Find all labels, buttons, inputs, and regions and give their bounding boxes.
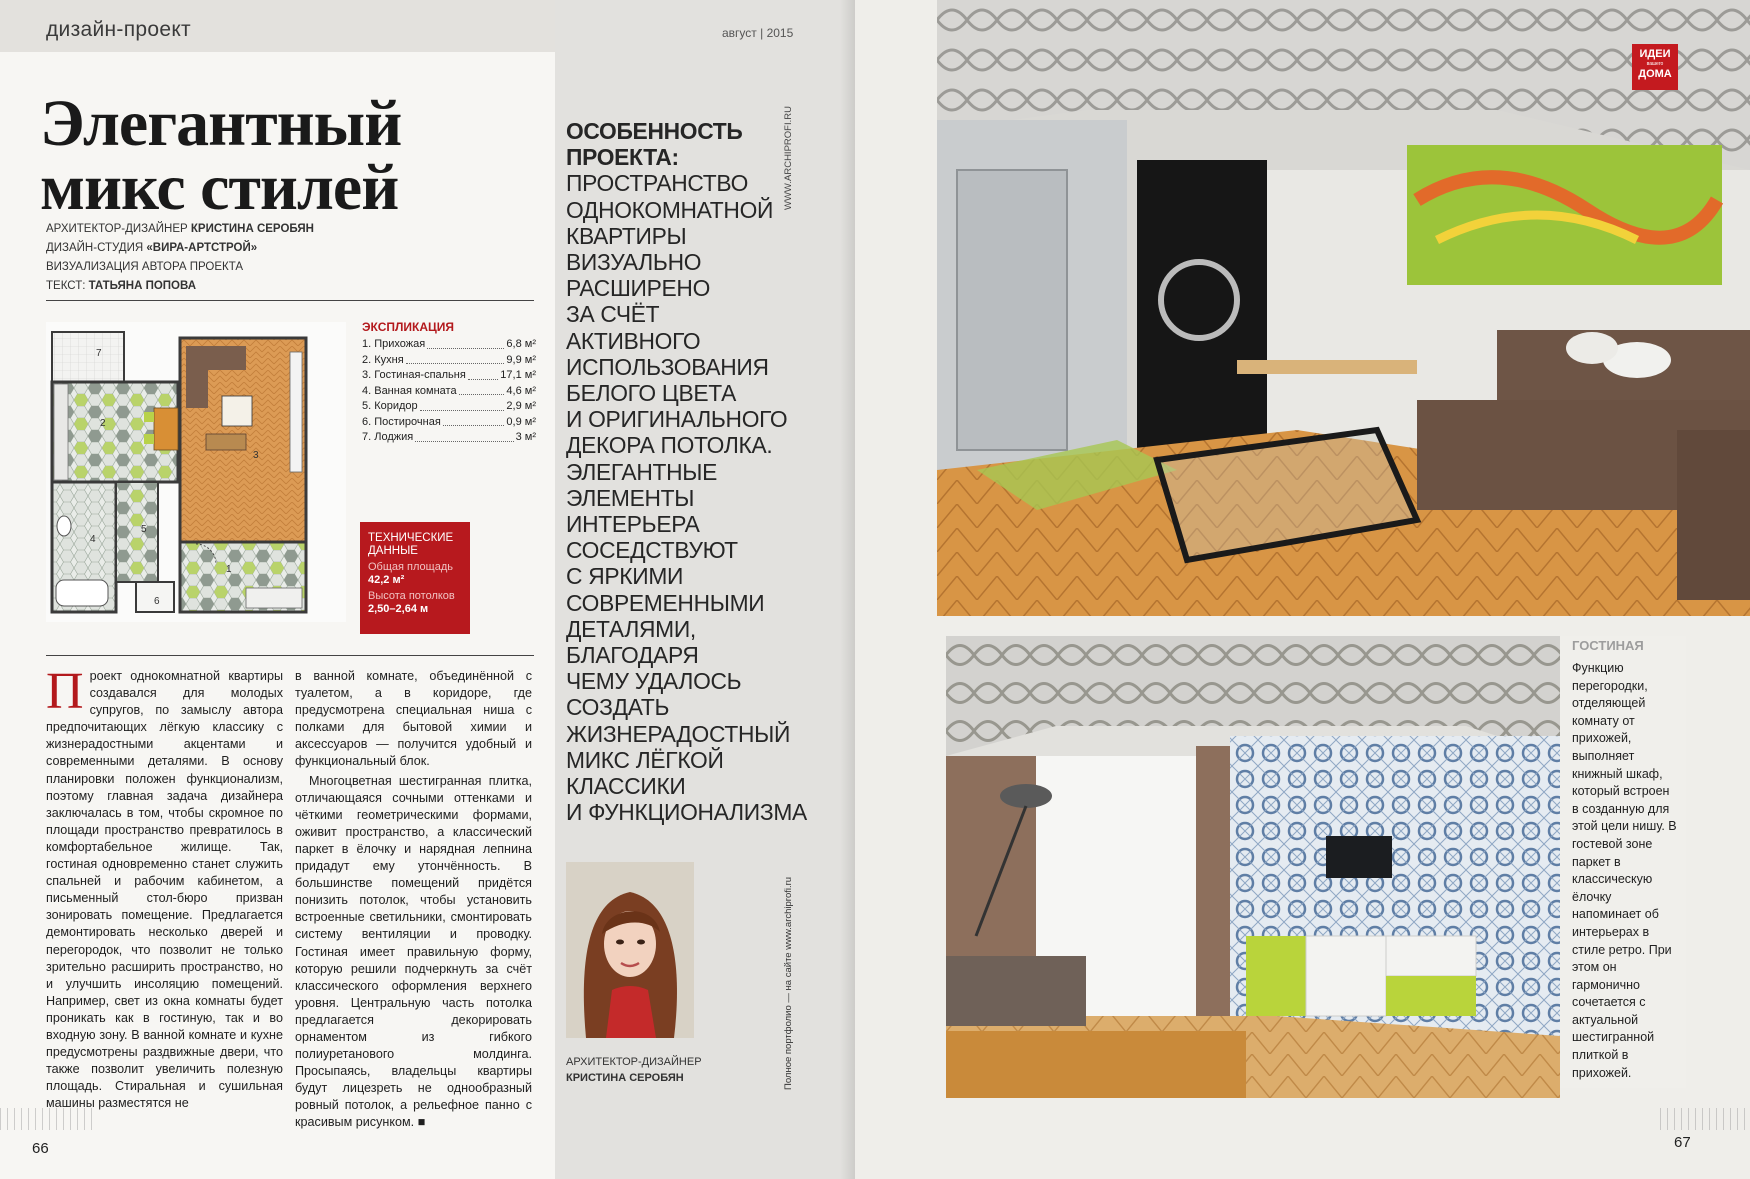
caption-text: Функцию перегородки, отделяющей комнату от прихожей, выполняет книжный шкаф, который встроен в созданную для этой цели нишу. В гостевой зоне паркет в классическую ёлочку напоминает об интерьерах в стиле ретро. При этом он гармонично сочетается с актуальной шестигранной плиткой в прихожей. [1572, 661, 1677, 1080]
feature-line: ЭЛЕМЕНТЫ [566, 484, 695, 511]
page-number-left: 66 [32, 1140, 49, 1157]
plan-label-4: 4 [90, 534, 96, 545]
feature-line: С ЯРКИМИ [566, 563, 684, 590]
feature-line: СОЗДАТЬ [566, 694, 670, 721]
body-column-1 [46, 663, 283, 1112]
title-line-1: Элегантный [40, 87, 402, 160]
credit-value: КРИСТИНА СЕРОБЯН [190, 223, 314, 235]
living-room-image [937, 0, 1750, 616]
plan-label-6: 6 [154, 596, 160, 607]
credits [46, 220, 314, 296]
feature-line: СОВРЕМЕННЫМИ [566, 589, 765, 616]
feature-line: КВАРТИРЫ [566, 222, 687, 249]
tech-area-value: 42,2 м² [368, 574, 405, 586]
explication-row [362, 368, 536, 384]
room-name: 7. Лоджия [362, 431, 414, 443]
guest-room-image [946, 636, 1560, 1098]
floor-plan-drawing [46, 322, 346, 622]
technical-data-box [360, 522, 470, 634]
divider-top [46, 300, 534, 301]
portrait-caption [566, 1054, 702, 1086]
credit-label: ВИЗУАЛИЗАЦИЯ АВТОРА ПРОЕКТА [46, 261, 244, 273]
portrait-image [566, 862, 694, 1038]
tech-area-label: Общая площадь [368, 561, 453, 573]
room-name: 3. Гостиная-спальня [362, 369, 466, 381]
feature-line: ИСПОЛЬЗОВАНИЯ [566, 353, 769, 380]
leader-dots [420, 399, 505, 411]
feature-line: БЛАГОДАРЯ [566, 642, 699, 669]
room-area: 4,6 м² [506, 384, 536, 397]
room-area: 6,8 м² [506, 338, 536, 350]
tech-title-1: ТЕХНИЧЕСКИЕ [368, 532, 454, 544]
logo-line-2: вашего [1646, 61, 1664, 67]
explication-row [362, 399, 536, 415]
section-label: дизайн-проект [46, 18, 191, 41]
explication-title: ЭКСПЛИКАЦИЯ [362, 320, 455, 334]
designer-portrait [566, 862, 694, 1038]
explication-row [362, 337, 536, 353]
feature-heading-1: ОСОБЕННОСТЬ [566, 118, 743, 144]
logo-line-3: ДОМА [1638, 68, 1672, 80]
plan-label-1: 1 [226, 564, 232, 575]
feature-line: ЭЛЕГАНТНЫЕ [566, 458, 718, 485]
feature-line: ПРОСТРАНСТВО [566, 170, 749, 197]
logo-line-1: ИДЕИ [1639, 48, 1671, 60]
body-paragraph-text: Многоцветная шестигранная плитка, отличающаяся сочными оттенками и чёткими геометрическими формами, оживит пространство, а классический паркет в ёлочку и нарядная лепнина придадут ему утончённость. В большинстве помещений придётся понизить потолок, чтобы установить встроенные светильники, смонтировать систему вентиляции и проводку. Гостиная имеет правильную форму, которую решили подчеркнуть за счёт классического оформления верхнего уровня. Центральную часть потолка предлагается декорировать орнаментом из гибкого полиуретанового молдинга. Просыпаясь, владельцы квартиры будут лицезреть не однообразный ровный потолок, а рельефное панно с красивым рисунком. [295, 773, 532, 1130]
portfolio-note: Полное портфолио — на сайте www.archiprofi.ru [783, 876, 794, 1090]
credit-value: «ВИРА-АРТСТРОЙ» [146, 242, 258, 254]
room-name: 4. Ванная комната [362, 384, 457, 397]
feature-line: ДЕТАЛЯМИ, [566, 615, 696, 642]
tech-title-2: ДАННЫЕ [368, 545, 418, 557]
feature-line: ДЕКОРА ПОТОЛКА. [566, 432, 773, 459]
credit-label: ДИЗАЙН-СТУДИЯ [46, 242, 147, 254]
credit-architect [46, 220, 314, 239]
room-name: 6. Постирочная [362, 415, 441, 428]
body-paragraph: в ванной комнате, объединённой с туалетом, а в коридоре, где предусмотрена специальная ниша с полками для бытовой химии и аксессуаров — получится удобный и функциональный блок. [295, 669, 532, 769]
room-area: 17,1 м² [500, 369, 536, 381]
caption-title: ГОСТИНАЯ [1572, 638, 1644, 653]
plan-label-2: 2 [100, 418, 106, 429]
drop-cap: П [46, 663, 84, 720]
feature-line: СОСЕДСТВУЮТ [566, 537, 738, 564]
floor-plan [46, 322, 346, 622]
credit-text [46, 277, 314, 296]
feature-line: ЖИЗНЕРАДОСТНЫЙ [566, 720, 791, 747]
feature-line: АКТИВНОГО [566, 327, 701, 354]
divider-body [46, 655, 534, 656]
body-paragraph: роект однокомнатной квартиры создавался для молодых супругов, по замыслу автора предпочитающих лёгкую классику с жизнерадостными акцентами и современными деталями. В основу планировки положен функционализм, поэтому главная задача дизайнера заключалась в том, чтобы скромное по площади пространство превратилось в комфортабельное жилище. Так, гостиная одновременно станет служить спальней и рабочим кабинетом, а письменный стол-бюро призван зонировать помещение. Предлагается демонтировать несколько дверей и перегородок, что позволит не только зрительно расширить пространство, но и улучшить инсоляцию помещений. Например, свет из окна комнаты будет проникать как в гостиную, так и во входную зону. В ванной комнате и кухне предусмотрены раздвижные двери, что также позволит увеличить полезную площадь. Стиральная и сушильная машины разместятся не [46, 669, 283, 1111]
room-name: 2. Кухня [362, 353, 404, 366]
explication-row [362, 415, 536, 431]
feature-line: КЛАССИКИ [566, 773, 686, 800]
plan-label-3: 3 [253, 450, 259, 461]
end-mark-icon: ■ [417, 1115, 426, 1130]
portrait-role: АРХИТЕКТОР-ДИЗАЙНЕР [566, 1056, 702, 1068]
credit-label: ТЕКСТ: [46, 280, 89, 292]
article-title [40, 87, 520, 224]
feature-lines [566, 170, 826, 825]
room-name: 5. Коридор [362, 400, 418, 412]
credit-studio [46, 239, 314, 258]
living-room-photo [937, 0, 1750, 616]
explication-row [362, 384, 536, 400]
scan-ruler-right [1660, 1108, 1750, 1130]
guest-room-photo [946, 636, 1560, 1098]
credit-label: АРХИТЕКТОР-ДИЗАЙНЕР [46, 223, 191, 235]
feature-line: ЧЕМУ УДАЛОСЬ [566, 668, 742, 695]
feature-line: ВИЗУАЛЬНО [566, 249, 702, 276]
leader-dots [459, 384, 505, 396]
room-area: 9,9 м² [506, 353, 536, 366]
room-name: 1. Прихожая [362, 338, 426, 350]
feature-line: МИКС ЛЁГКОЙ [566, 746, 724, 773]
leader-dots [443, 415, 505, 427]
scan-ruler-left [0, 1108, 92, 1130]
feature-line: РАСШИРЕНО [566, 275, 711, 302]
feature-heading-2: ПРОЕКТА: [566, 144, 679, 171]
explication-list [362, 337, 536, 446]
tech-height-label: Высота потолков [368, 590, 455, 602]
tech-height-value: 2,50–2,64 м [368, 603, 429, 615]
plan-label-5: 5 [141, 524, 147, 535]
explication-row [362, 430, 536, 446]
feature-line: И ФУНКЦИОНАЛИЗМА [566, 799, 807, 826]
leader-dots [468, 368, 498, 380]
leader-dots [427, 337, 504, 349]
room-area: 0,9 м² [506, 415, 536, 428]
feature-line: ОДНОКОМНАТНОЙ [566, 196, 774, 223]
room-area: 3 м² [515, 431, 536, 443]
body-paragraph [295, 773, 532, 1132]
room-area: 2,9 м² [506, 400, 536, 412]
leader-dots [415, 430, 513, 442]
body-column-2 [295, 668, 532, 1132]
explication [362, 320, 536, 446]
issue-date: август | 2015 [722, 26, 794, 40]
feature-line: ИНТЕРЬЕРА [566, 511, 700, 538]
explication-row [362, 353, 536, 369]
credit-visualization [46, 258, 314, 277]
feature-line: БЕЛОГО ЦВЕТА [566, 380, 737, 407]
page-number-right: 67 [1674, 1134, 1691, 1151]
leader-dots [406, 353, 505, 365]
plan-label-7: 7 [96, 348, 102, 359]
title-line-2: микс стилей [40, 151, 399, 224]
feature-quote [566, 106, 826, 826]
left-page [0, 0, 855, 1179]
feature-line: ЗА СЧЁТ [566, 301, 660, 328]
credit-value: ТАТЬЯНА ПОПОВА [88, 280, 197, 292]
feature-line: И ОРИГИНАЛЬНОГО [566, 406, 788, 433]
side-url: WWW.ARCHIPROFI.RU [783, 106, 794, 210]
brand-logo [1632, 44, 1678, 90]
portrait-name: КРИСТИНА СЕРОБЯН [566, 1072, 684, 1084]
